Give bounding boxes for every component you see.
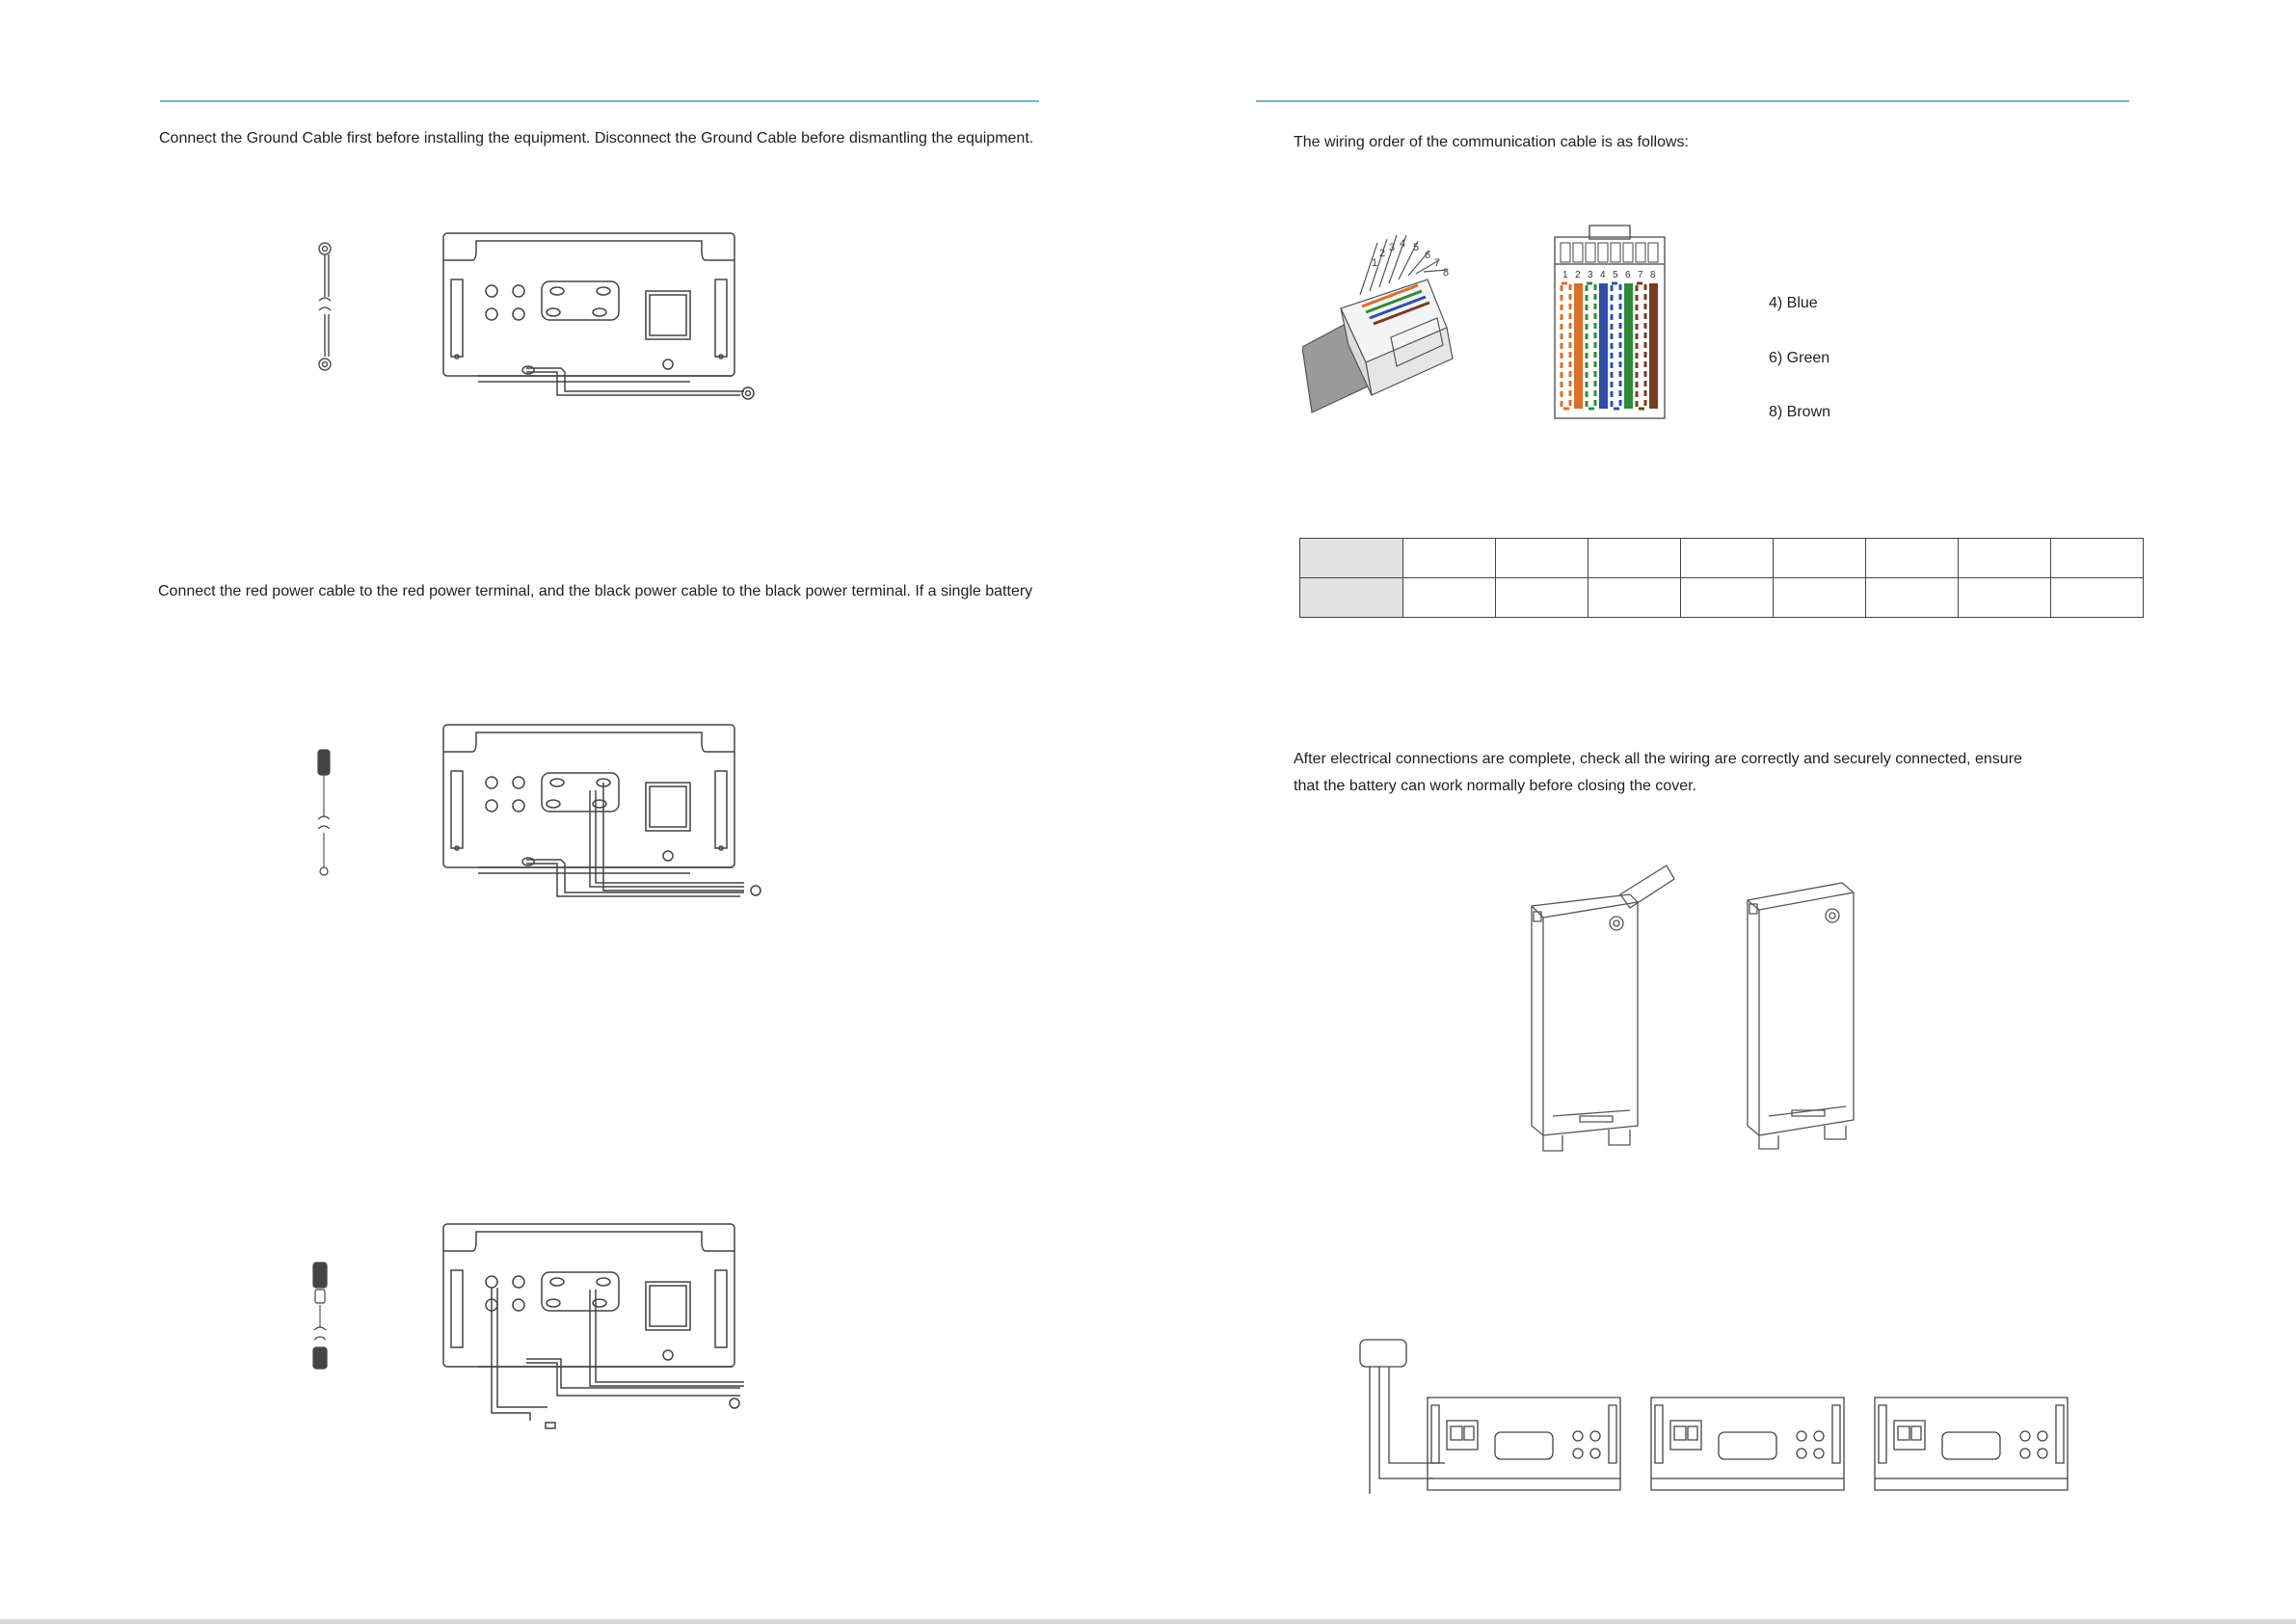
battery-front-panel-ground <box>443 233 754 399</box>
wire-label-green: 6) Green <box>1769 350 1830 366</box>
table-cell <box>1403 578 1496 618</box>
wire-label-blue: 4) Blue <box>1769 295 1818 311</box>
power-cable-instruction: Connect the red power cable to the red power terminal, and the black power cable to the black power terminal. If a single battery <box>158 583 1033 599</box>
svg-text:2: 2 <box>1379 248 1386 259</box>
table-cell <box>1866 539 1959 578</box>
wire-stripes <box>1562 283 1658 409</box>
svg-text:6: 6 <box>1425 250 1431 261</box>
table-cell <box>1959 539 2051 578</box>
battery-unit-2 <box>1651 1398 1844 1490</box>
table-cell <box>1403 539 1496 578</box>
header-rule <box>1256 100 2129 102</box>
rj45-plug-illustration <box>1302 231 1514 414</box>
table-cell <box>1774 578 1866 618</box>
table-header-cell <box>1300 578 1403 618</box>
svg-text:3: 3 <box>1389 242 1396 253</box>
comm-connector-icon <box>313 1263 327 1369</box>
page-bottom-edge <box>0 1619 2296 1624</box>
battery-cabinet-cover-open <box>1532 865 1674 1151</box>
pin-number-7: 7 <box>1638 270 1643 280</box>
right-page <box>1148 0 2296 1624</box>
ground-cable-instruction: Connect the Ground Cable first before installing the equipment. Disconnect the Ground Cable before dismantling the equipment. <box>159 130 1034 146</box>
parallel-battery-figure <box>1350 1330 2122 1494</box>
table-header-cell <box>1300 539 1403 578</box>
table-cell <box>1959 578 2051 618</box>
table-cell <box>1866 578 1959 618</box>
table-cell <box>2051 578 2144 618</box>
pin-definition-table <box>1299 538 2144 618</box>
header-rule <box>160 100 1039 102</box>
power-cable-figure <box>289 713 790 916</box>
pin-number-5: 5 <box>1613 270 1618 280</box>
power-connector-icon <box>318 750 330 875</box>
battery-unit-1 <box>1428 1398 1620 1490</box>
svg-text:4: 4 <box>1400 238 1406 250</box>
pin-number-1: 1 <box>1562 270 1568 280</box>
table-cell <box>1496 578 1589 618</box>
table-cell <box>1589 578 1681 618</box>
wire-label-brown: 8) Brown <box>1769 404 1831 420</box>
table-cell <box>1681 539 1774 578</box>
wiring-order-intro: The wiring order of the communication cable is as follows: <box>1294 134 1689 150</box>
communication-cable-figure <box>289 1212 790 1444</box>
pin-number-4: 4 <box>1600 270 1606 280</box>
battery-unit-3 <box>1875 1398 2068 1490</box>
table-row <box>1300 578 2144 618</box>
battery-front-panel-comm <box>443 1224 744 1428</box>
table-cell <box>1589 539 1681 578</box>
table-row <box>1300 539 2144 578</box>
pin-number-6: 6 <box>1625 270 1631 280</box>
battery-cover-figure <box>1505 846 2064 1164</box>
svg-text:7: 7 <box>1434 257 1441 269</box>
table-cell <box>1496 539 1589 578</box>
svg-text:1: 1 <box>1372 257 1378 269</box>
table-cell <box>1774 539 1866 578</box>
pin-number-2: 2 <box>1575 270 1581 280</box>
closing-check-line-1: After electrical connections are complete, check all the wiring are correctly and securely connected, ensure <box>1294 751 2022 767</box>
svg-text:5: 5 <box>1413 242 1420 253</box>
battery-cabinet-cover-closed <box>1748 883 1854 1149</box>
pin-number-8: 8 <box>1650 270 1656 280</box>
closing-check-line-2: that the battery can work normally before closing the cover. <box>1294 778 1696 794</box>
pin-number-3: 3 <box>1588 270 1593 280</box>
ground-cable-figure <box>289 222 790 414</box>
ground-cable-icon <box>319 243 331 370</box>
svg-text:8: 8 <box>1443 267 1450 279</box>
table-cell <box>2051 539 2144 578</box>
pin-slots <box>1561 243 1658 262</box>
inverter-box <box>1360 1340 1445 1494</box>
battery-front-panel-power <box>443 725 761 896</box>
table-cell <box>1681 578 1774 618</box>
rj45-pinout-diagram <box>1553 224 1669 422</box>
